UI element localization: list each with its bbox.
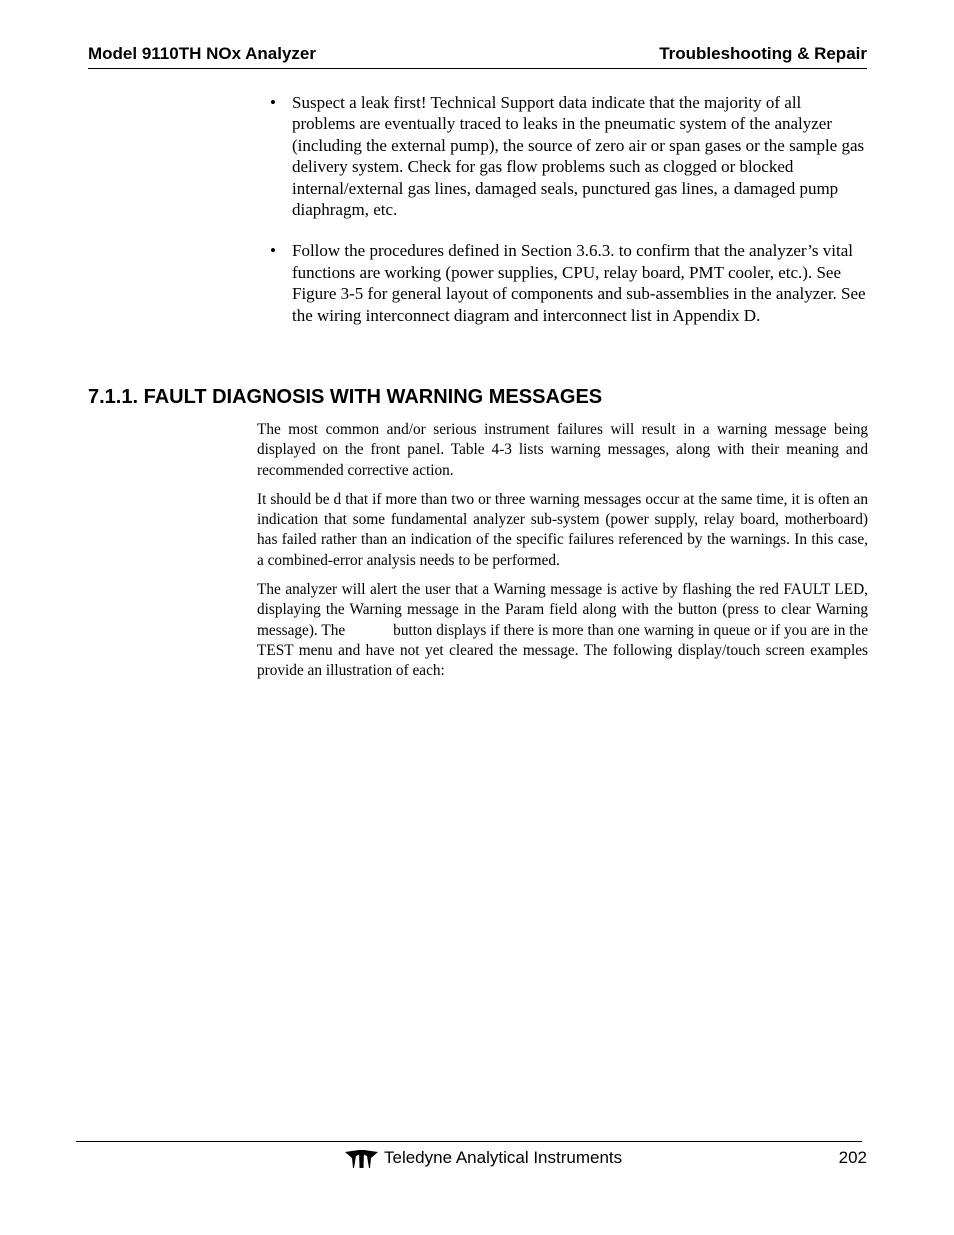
paragraph: The most common and/or serious instrument failures will result in a warning message being displayed on the front panel. Table 4-3 lists warning messages, along with their meaning and recommended corrective action. [257,421,868,479]
footer-divider [76,1141,862,1142]
bullet-text: Follow the procedures defined in Section 3.6.3. to confirm that the analyzer’s vital functions are working (power supplies, CPU, relay board, PMT cooler, etc.). See Figure 3-5 for general layout of components and sub-assemblies in the analyzer. See the wiring interconnect diagram and interconnect list in Appendix D. [292,241,866,325]
bullet-item-leak [270,92,868,220]
paragraph-part: The analyzer will alert the user that a Warning message is active by flashing the red FAULT LED, displaying the Warning message in the Param field along with the button (press to clear Warning message). The [257,581,868,639]
paragraph [257,580,868,681]
header-document-title: Model 9110TH NOx Analyzer [88,44,317,63]
bullet-item-procedures [270,240,868,326]
paragraph: It should be d that if more than two or three warning messages occur at the same time, it is often an indication that some fundamental analyzer sub-system (power supply, relay board, motherboard) has failed rather than an indication of the specific failures referenced by the warnings. In this case, a combined-error analysis needs to be performed. [257,490,868,569]
page-number: 202 [838,1148,867,1167]
section-body [257,420,868,691]
section-heading: 7.1.1. FAULT DIAGNOSIS WITH WARNING MESSAGES [88,386,603,408]
page-footer [0,1147,954,1173]
page-header [88,44,867,69]
teledyne-logo-icon [345,1149,378,1169]
paragraph-part: button displays if there is more than one warning in queue or if you are in the TEST menu and have not yet cleared the message. The following display/touch screen examples provide an illustration of each: [257,621,868,680]
bullet-text: Suspect a leak first! Technical Support data indicate that the majority of all problems are eventually traced to leaks in the pneumatic system of the analyzer (including the external pump), the source of zero air or span gases or the sample gas delivery system. Check for gas flow problems such as clogged or blocked internal/external gas lines, damaged seals, punctured gas lines, a damaged pump diaphragm, etc. [292,93,865,220]
company-name: Teledyne Analytical Instruments [384,1148,623,1167]
bullet-icon: • [270,241,276,261]
bullet-icon: • [270,93,276,112]
bullet-list [270,92,868,346]
header-chapter-title: Troubleshooting & Repair [659,44,867,63]
